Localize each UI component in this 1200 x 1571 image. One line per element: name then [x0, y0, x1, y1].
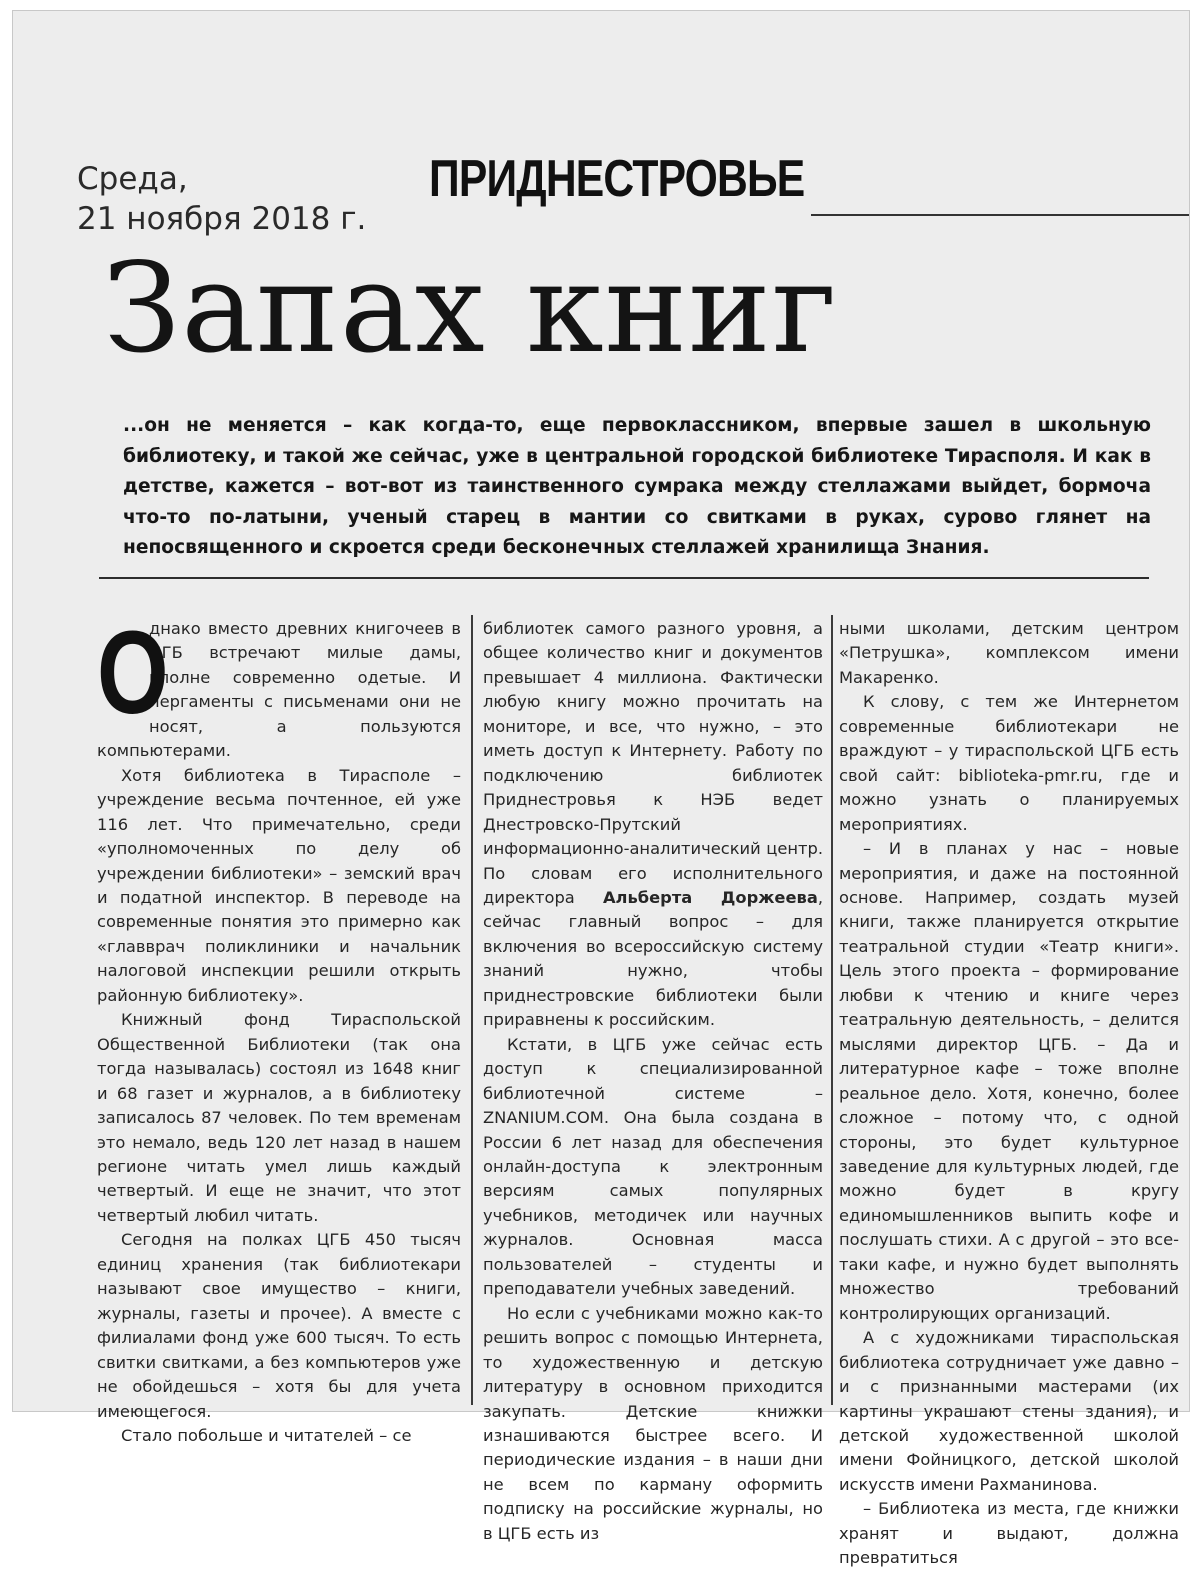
drop-cap: О [97, 607, 169, 739]
column-1-paragraph: Книжный фонд Тираспольской Общественной Библиотеки (так она тогда называлась) состоял из 1648 книг и 68 газет и журналов, а в библиотеку записалось 87 человек. По тем временам это немало, ведь 120 лет назад в нашем регионе читать умел лишь каждый четвертый. И еще не значит, что этот четвертый любил читать. [97, 1010, 461, 1225]
article-column-3 [839, 617, 1179, 1568]
column-divider [471, 615, 473, 1405]
column-3-paragraph: – И в планах у нас – новые мероприятия, и даже на постоянной основе. Например, создать музей книги, также планируется открытие театральной студии «Театр книги». Цель этого проекта – формирование любви к чтению и книге через театральную деятельность, – делится мыслями директор ЦГБ. – Да и литературное кафе – тоже вполне реальное дело. Хотя, конечно, более сложное – потому что, с одной стороны, это будет культурное заведение для культурных людей, где можно будет в кругу единомышленников выпить кофе и послушать стихи. А с другой – это все-таки кафе, и нужно будет выполнять множество требований контролирующих организаций. [839, 839, 1179, 1323]
column-2-paragraph [483, 617, 823, 1033]
newspaper-masthead: ПРИДНЕСТРОВЬЕ [429, 150, 805, 208]
article-column-2 [483, 617, 823, 1543]
column-1-paragraph: Сегодня на полках ЦГБ 450 тысяч единиц хранения (так библиотекари называют свое имущество – книги, журналы, газеты и прочее). А вместе с филиалами фонд уже 600 тысяч. То есть свитки свитками, а без компьютеров уже не обойдешься – хотя бы для учета имеющегося. [97, 1230, 461, 1421]
issue-day: Среда, [77, 161, 188, 197]
column-1-paragraph [97, 607, 461, 764]
column-3-paragraph: – Библиотека из места, где книжки хранят и выдают, должна превратиться [839, 1499, 1179, 1568]
lead-divider [99, 577, 1149, 579]
issue-full-date: 21 ноября 2018 г. [77, 201, 367, 237]
newspaper-page [12, 10, 1190, 1568]
column-1-paragraph: Стало побольше и читателей – се [121, 1425, 412, 1445]
article-lead: ...он не меняется – как когда-то, еще первоклассником, впервые зашел в школьную библиотеку, и такой же сейчас, уже в центральной городской библиотеке Тирасполя. И как в детстве, кажется – вот-вот из таинственного сумрака между стеллажами выйдет, бормоча что-то по-латыни, ученый старец в мантии со свитками в руках, сурово глянет на непосвященного и скроется среди бесконечных стеллажей хранилища Знания. [123, 415, 1151, 558]
column-2-text: библиотек самого разного уровня, а общее количество книг и документов превышает 4 миллиона. Фактически любую книгу можно прочитать на мониторе, и все, что нужно, – это иметь доступ к Интернету. Работу по подключению библиотек Приднестровья к НЭБ ведет Днестровско-Прутский информационно-аналитический центр. По словам его исполнительного директора [483, 619, 823, 907]
column-1-paragraph: Хотя библиотека в Тирасполе – учреждение весьма почтенное, ей уже 116 лет. Что примечательно, среди «уполномоченных по делу об учреждении библиотеки» – земский врач и податной инспектор. В переводе на современные понятия это примерно как «главврач поликлиники и начальник налоговой инспекции решили открыть районную библиотеку». [97, 765, 461, 1005]
column-2-paragraph: Кстати, в ЦГБ уже сейчас есть доступ к специализированной библиотечной системе – ZNANIUM.COM. Она была создана в России 6 лет назад для обеспечения онлайн-доступа к электронным версиям самых популярных учебников, методичек или научных журналов. Основная масса пользователей – студенты и преподаватели учебных заведений. [483, 1034, 823, 1299]
column-1-text: днако вместо древних книгочеев в ЦГБ встречают милые дамы, вполне современно одетые. И пергаменты с письменами они не носят, а пользуются компьютерами. [97, 619, 461, 761]
article-headline: Запах книг [103, 237, 838, 381]
column-2-text: , сейчас главный вопрос – для включения во всероссийскую систему знаний нужно, чтобы приднестровские библиотеки были приравнены к российским. [483, 887, 823, 1030]
person-name: Альберта Доржеева [602, 887, 818, 907]
column-2-paragraph: Но если с учебниками можно как-то решить вопрос с помощью Интернета, то художественную и детскую литературу в основном приходится закупать. Детские книжки изнашиваются быстрее всего. И периодические издания – в наши дни не всем по карману оформить подписку на российские журналы, но в ЦГБ есть из [483, 1303, 823, 1543]
column-3-paragraph: А с художниками тираспольская библиотека сотрудничает уже давно – и с признанными мастерами (их картины украшают стены здания), и детской художественной школой имени Фойницкого, детской школой искусств имени Рахманинова. [839, 1328, 1179, 1494]
issue-date [77, 159, 366, 239]
column-divider [831, 615, 833, 1405]
column-3-paragraph: ными школами, детским центром «Петрушка», комплексом имени Макаренко. [839, 619, 1179, 687]
column-3-paragraph: К слову, с тем же Интернетом современные библиотекари не враждуют – у тираспольской ЦГБ есть свой сайт: biblioteka-pmr.ru, где и можно узнать о планируемых мероприятиях. [839, 692, 1179, 834]
article-column-1 [97, 607, 461, 1445]
masthead-rule [811, 214, 1189, 216]
